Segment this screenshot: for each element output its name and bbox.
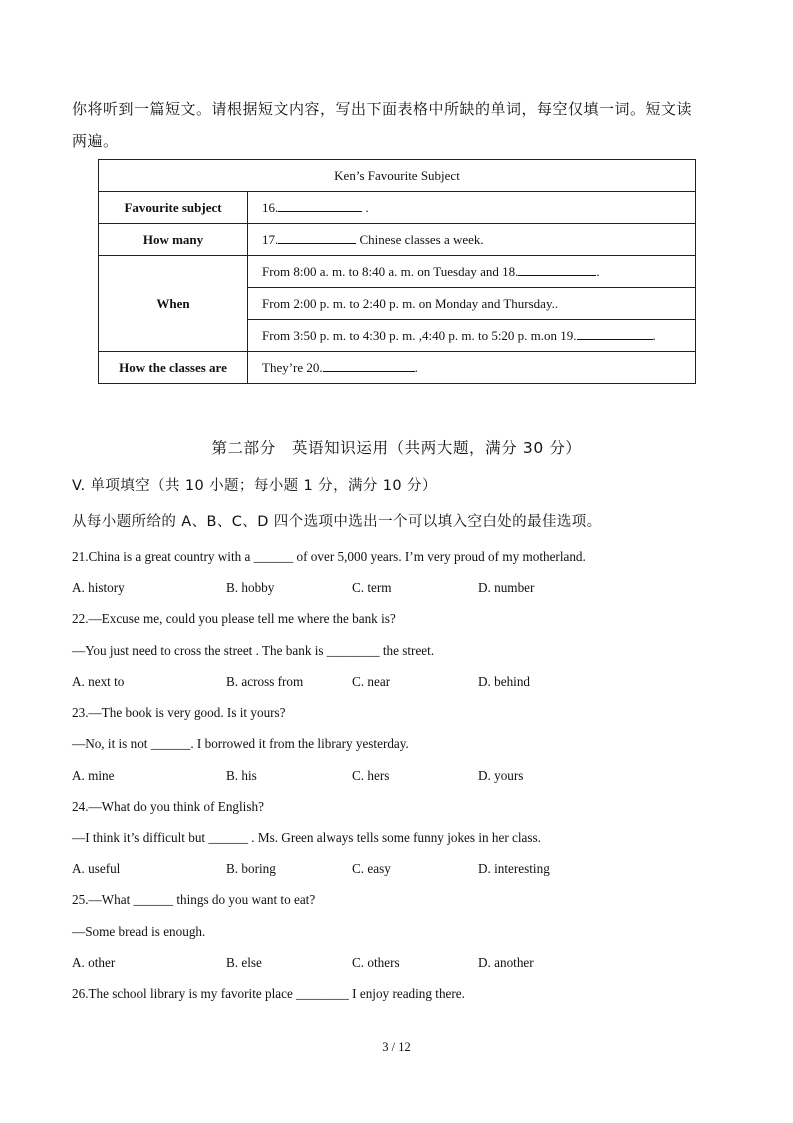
question-23-stem: 23.—The book is very good. Is it yours? bbox=[72, 705, 286, 720]
question-23-reply: —No, it is not ______. I borrowed it from the library yesterday. bbox=[72, 736, 409, 751]
row-value bbox=[248, 288, 696, 320]
row-value bbox=[248, 320, 696, 352]
row-text: From 3:50 p. m. to 4:30 p. m. ,4:40 p. m. to 5:20 p. m.on 19. bbox=[262, 327, 577, 343]
option-c[interactable]: C. easy bbox=[352, 861, 391, 876]
table-caption: Ken’s Favourite Subject bbox=[99, 160, 696, 192]
option-c[interactable]: C. term bbox=[352, 580, 392, 595]
answer-blank-16[interactable] bbox=[278, 200, 362, 212]
option-c[interactable]: C. near bbox=[352, 674, 391, 689]
question-26-stem: 26.The school library is my favorite place ________ I enjoy reading there. bbox=[72, 986, 465, 1001]
answer-blank-20[interactable] bbox=[323, 360, 415, 372]
option-b[interactable]: B. his bbox=[226, 768, 257, 783]
question-21-stem: 21.China is a great country with a ______ of over 5,000 years. I’m very proud of my motherland. bbox=[72, 549, 586, 564]
row-after: . bbox=[596, 263, 600, 279]
question-22-stem: 22.—Excuse me, could you please tell me where the bank is? bbox=[72, 611, 396, 626]
option-b[interactable]: B. boring bbox=[226, 861, 276, 876]
section-instruction: 从每小题所给的 A、B、C、D 四个选项中选出一个可以填入空白处的最佳选项。 bbox=[72, 514, 602, 530]
option-d[interactable]: D. number bbox=[478, 580, 535, 595]
option-d[interactable]: D. interesting bbox=[478, 861, 550, 876]
row-label: When bbox=[99, 256, 248, 352]
option-d[interactable]: D. yours bbox=[478, 768, 524, 783]
row-text: From 8:00 a. m. to 8:40 a. m. on Tuesday and 18. bbox=[262, 263, 519, 279]
question-22-reply: —You just need to cross the street . The bank is ________ the street. bbox=[72, 643, 435, 658]
option-c[interactable]: C. others bbox=[352, 955, 400, 970]
option-c[interactable]: C. hers bbox=[352, 768, 390, 783]
table-row bbox=[99, 256, 696, 288]
option-b[interactable]: B. across from bbox=[226, 674, 304, 689]
answer-blank-17[interactable] bbox=[278, 232, 356, 244]
option-a[interactable]: A. other bbox=[72, 955, 116, 970]
row-text: 16. bbox=[262, 199, 279, 215]
table-row bbox=[99, 192, 696, 224]
question-25-reply: —Some bread is enough. bbox=[72, 924, 206, 939]
option-b[interactable]: B. else bbox=[226, 955, 262, 970]
row-value bbox=[248, 192, 696, 224]
option-d[interactable]: D. another bbox=[478, 955, 534, 970]
question-24-reply: —I think it’s difficult but ______ . Ms. Green always tells some funny jokes in her class. bbox=[72, 830, 541, 845]
question-25-stem: 25.—What ______ things do you want to eat? bbox=[72, 892, 316, 907]
page-number: 3 / 12 bbox=[382, 1040, 411, 1054]
table-row bbox=[99, 224, 696, 256]
table-row bbox=[99, 352, 696, 384]
row-value bbox=[248, 352, 696, 384]
question-24-stem: 24.—What do you think of English? bbox=[72, 799, 264, 814]
part-title: 第二部分 英语知识运用（共两大题，满分 30 分） bbox=[211, 439, 582, 457]
row-after: . bbox=[362, 199, 369, 215]
row-label: How many bbox=[99, 224, 248, 256]
option-d[interactable]: D. behind bbox=[478, 674, 531, 689]
option-b[interactable]: B. hobby bbox=[226, 580, 275, 595]
section-heading: V. 单项填空（共 10 小题；每小题 1 分，满分 10 分） bbox=[72, 478, 437, 494]
option-a[interactable]: A. useful bbox=[72, 861, 121, 876]
row-value bbox=[248, 224, 696, 256]
intro-line-1: 你将听到一篇短文。请根据短文内容，写出下面表格中所缺的单词，每空仅填一词。短文读 bbox=[72, 100, 693, 118]
option-a[interactable]: A. history bbox=[72, 580, 125, 595]
row-text: From 2:00 p. m. to 2:40 p. m. on Monday and Thursday.. bbox=[262, 295, 559, 311]
row-text: 17. bbox=[262, 231, 279, 247]
row-label: How the classes are bbox=[99, 352, 248, 384]
row-value bbox=[248, 256, 696, 288]
row-after: . bbox=[652, 327, 656, 343]
row-text: They’re 20. bbox=[262, 359, 323, 375]
row-label: Favourite subject bbox=[99, 192, 248, 224]
option-a[interactable]: A. next to bbox=[72, 674, 125, 689]
row-after: Chinese classes a week. bbox=[356, 231, 484, 247]
option-a[interactable]: A. mine bbox=[72, 768, 115, 783]
row-after: . bbox=[414, 359, 418, 375]
answer-blank-18[interactable] bbox=[518, 264, 596, 276]
intro-line-2: 两遍。 bbox=[72, 132, 119, 150]
answer-blank-19[interactable] bbox=[577, 328, 653, 340]
favourite-subject-table bbox=[98, 159, 696, 384]
